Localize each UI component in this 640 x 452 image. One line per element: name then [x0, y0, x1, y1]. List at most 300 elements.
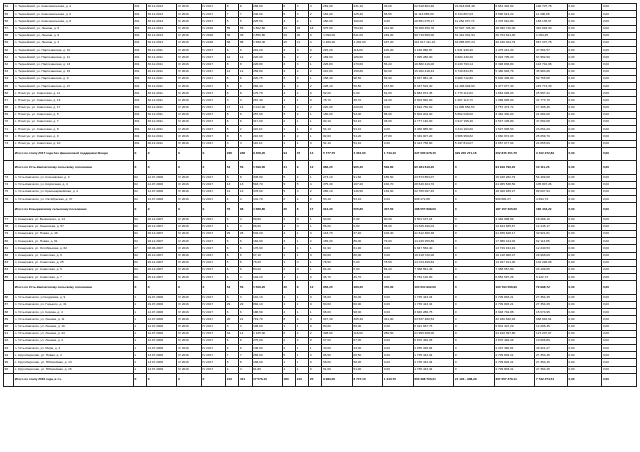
- table-cell: 66,50: [352, 352, 382, 359]
- table-cell: 9 847 566,40: [413, 245, 454, 252]
- table-row: [4, 330, 637, 337]
- table-cell: 54,10: [322, 126, 352, 133]
- table-cell: 29: [239, 301, 252, 308]
- table-cell: 22 618 804,48: [454, 4, 495, 11]
- table-cell: 61,90: [322, 245, 352, 252]
- table-cell: 301: [133, 90, 146, 97]
- table-cell: 24 910 397,80: [494, 330, 535, 337]
- table-cell: 4: [239, 366, 252, 373]
- table-cell: IV 2016: [177, 259, 201, 266]
- table-cell: 30.12.2013: [147, 11, 177, 18]
- table-cell: IV 2017: [201, 330, 225, 337]
- table-cell: 4 586 950,82: [454, 133, 495, 140]
- address-cell: п. Козыревск, ул. Новая, д. 49: [14, 231, 134, 238]
- table-cell: 12.07.2006: [147, 181, 177, 188]
- table-cell: 0,00: [602, 216, 637, 223]
- table-row: [4, 104, 637, 111]
- table-cell: 2: [282, 309, 295, 316]
- table-cell: 39 704 541,00: [494, 32, 535, 39]
- table-cell: 2: [282, 119, 295, 126]
- address-cell: п. Тернейский, ул. Партизанская, д. 13: [14, 61, 134, 68]
- table-cell: 0,00: [602, 352, 637, 359]
- table-row: [4, 39, 637, 46]
- table-cell: 12 296,35: [535, 323, 567, 330]
- table-cell: IV 2016: [177, 352, 201, 359]
- address-cell: п. Усть-Камчатск, ул Кедровая, д. 9: [14, 294, 134, 301]
- table-cell: 5: [282, 174, 295, 181]
- table-cell: IV 2016: [177, 366, 201, 373]
- table-cell: 2: [296, 104, 309, 111]
- table-cell: 80: [4, 238, 14, 245]
- table-cell: 2: [309, 238, 322, 245]
- table-cell: IV 2016: [177, 301, 201, 308]
- table-cell: 82: [4, 252, 14, 259]
- table-cell: 0: [454, 174, 495, 181]
- table-cell: 62: [133, 238, 146, 245]
- table-cell: 480,20: [352, 281, 382, 294]
- table-cell: 16 418 720,00: [413, 252, 454, 259]
- table-cell: 150,80: [352, 68, 382, 75]
- subtotal-row: [4, 203, 637, 216]
- table-cell: 0,00: [602, 337, 637, 344]
- table-cell: 280,10: [322, 188, 352, 195]
- table-cell: X: [133, 373, 146, 386]
- table-cell: 21 065 538,50: [494, 181, 535, 188]
- table-cell: 0,00: [567, 161, 601, 174]
- address-cell: п. Тернейский, ул. Ленина, д. 9: [14, 32, 134, 39]
- table-cell: 327 080 978,15: [413, 147, 454, 160]
- table-cell: IV 2017: [201, 4, 225, 11]
- table-cell: 30.12.2011: [147, 54, 177, 61]
- table-cell: 0,00: [567, 352, 601, 359]
- table-cell: IV 2016: [177, 47, 201, 54]
- table-cell: 4: [239, 196, 252, 203]
- table-cell: 986,20: [322, 161, 352, 174]
- table-cell: 158,40: [322, 75, 352, 82]
- table-cell: 2: [309, 330, 322, 337]
- table-cell: 0: [309, 252, 322, 259]
- table-cell: 491 993,30: [535, 25, 567, 32]
- table-cell: 1: [296, 366, 309, 373]
- table-cell: 2: [282, 345, 295, 352]
- table-cell: IV 2016: [177, 54, 201, 61]
- table-cell: 21: [239, 316, 252, 323]
- table-cell: IV 2017: [201, 83, 225, 90]
- table-cell: 841,00: [352, 32, 382, 39]
- table-cell: 216,60: [252, 133, 282, 140]
- table-cell: 14: [239, 104, 252, 111]
- table-cell: 4: [296, 174, 309, 181]
- address-cell: п. Усть-Камчатск, ул. Ленина, д. 16: [14, 323, 134, 330]
- table-cell: 132 296,08: [535, 259, 567, 266]
- table-cell: 131,70: [252, 196, 282, 203]
- table-cell: 26.12.2007: [147, 223, 177, 230]
- table-cell: 210,80: [322, 68, 352, 75]
- table-cell: 53: [239, 161, 252, 174]
- table-cell: 58,00: [352, 359, 382, 366]
- table-row: [4, 337, 637, 344]
- table-cell: 13: [226, 181, 239, 188]
- table-cell: 12.07.2006: [147, 337, 177, 344]
- table-cell: 5: [239, 259, 252, 266]
- table-cell: 36: [239, 32, 252, 39]
- table-cell: 0,00: [602, 259, 637, 266]
- table-cell: IV 2017: [201, 90, 225, 97]
- table-cell: 6: [239, 309, 252, 316]
- table-cell: IV 2016: [177, 309, 201, 316]
- table-cell: 5: [239, 133, 252, 140]
- table-cell: 13.07.2006: [147, 359, 177, 366]
- address-cell: п. Усть-Камчатск, ул. Мира, д. 4: [14, 345, 134, 352]
- table-cell: 76: [4, 196, 14, 203]
- table-cell: 21 084,00: [535, 111, 567, 118]
- table-cell: 3: [239, 97, 252, 104]
- table-cell: X: [133, 147, 146, 160]
- table-cell: 27 354,45: [535, 301, 567, 308]
- table-cell: 84,20: [252, 266, 282, 273]
- table-cell: 183 135,57: [535, 18, 567, 25]
- table-cell: 407,50: [383, 203, 413, 216]
- table-cell: 3: [226, 97, 239, 104]
- table-cell: 0,00: [602, 181, 637, 188]
- address-cell: п. Усть-Камчатск, ул. Ленина, д. 4: [14, 337, 134, 344]
- table-cell: 4 917 195,40: [454, 119, 495, 126]
- table-cell: 84,20: [322, 266, 352, 273]
- table-cell: 301: [133, 25, 146, 32]
- table-cell: 225,50: [252, 18, 282, 25]
- table-row: [4, 301, 637, 308]
- table-cell: 52,00: [383, 90, 413, 97]
- table-cell: 0: [454, 196, 495, 203]
- table-cell: 5: [239, 18, 252, 25]
- table-cell: 5 784 120,00: [413, 274, 454, 281]
- table-cell: 213: [226, 373, 239, 386]
- table-cell: 83: [4, 259, 14, 266]
- table-cell: IV 2017: [201, 245, 225, 252]
- table-cell: 1: [309, 216, 322, 223]
- table-cell: 67 952,00: [535, 54, 567, 61]
- table-cell: 0: [454, 366, 495, 373]
- table-cell: 4: [282, 83, 295, 90]
- table-cell: 4: [296, 90, 309, 97]
- table-cell: 14 723 499,84: [413, 259, 454, 266]
- table-row: [4, 97, 637, 104]
- address-cell: Итого по Усть-Камчатскому сельскому поселению: [14, 161, 134, 174]
- table-cell: 12: [309, 161, 322, 174]
- table-cell: IV 2016: [177, 345, 201, 352]
- table-cell: 0,00: [602, 366, 637, 373]
- table-cell: 301: [133, 11, 146, 18]
- table-cell: 17: [226, 104, 239, 111]
- table-cell: 5 349 907,20: [413, 133, 454, 140]
- table-row: [4, 126, 637, 133]
- table-cell: 1: [296, 252, 309, 259]
- table-cell: X: [147, 203, 177, 216]
- table-cell: IV 2017: [201, 47, 225, 54]
- table-cell: 0: [309, 366, 322, 373]
- table-cell: 9 990,00: [322, 373, 352, 386]
- table-cell: 51,00: [322, 366, 352, 373]
- table-cell: 1: [282, 97, 295, 104]
- table-cell: 3: [309, 231, 322, 238]
- table-cell: 5: [226, 259, 239, 266]
- table-cell: 1 012,90: [252, 104, 282, 111]
- table-cell: X: [147, 281, 177, 294]
- table-cell: 20.12.2011: [147, 68, 177, 75]
- table-cell: 0,00: [567, 188, 601, 195]
- table-cell: 8: [226, 174, 239, 181]
- address-cell: с. Пластун, ул. Советская, д. 9: [14, 133, 134, 140]
- table-cell: 0,00: [567, 330, 601, 337]
- table-cell: IV 2016: [177, 359, 201, 366]
- table-cell: 21 455 628,17: [494, 231, 535, 238]
- table-cell: 29: [282, 32, 295, 39]
- table-cell: 62: [133, 188, 146, 195]
- table-cell: 1: [133, 352, 146, 359]
- address-cell: п. Козыревск, ул. Советская, д. 25: [14, 259, 134, 266]
- table-cell: 0,00: [602, 68, 637, 75]
- table-cell: 0: [454, 231, 495, 238]
- table-cell: 90,10: [322, 119, 352, 126]
- table-cell: 3 314 163,00: [454, 126, 495, 133]
- table-cell: 5 604 204,00: [413, 111, 454, 118]
- table-row: [4, 238, 637, 245]
- table-cell: 81: [4, 245, 14, 252]
- table-cell: 2: [282, 196, 295, 203]
- table-cell: 62: [133, 174, 146, 181]
- table-cell: 4: [226, 216, 239, 223]
- table-cell: 8 747,10: [352, 373, 382, 386]
- table-cell: 0: [454, 359, 495, 366]
- table-cell: 9 989 712,80: [454, 75, 495, 82]
- table-cell: IV 2017: [201, 252, 225, 259]
- address-cell: п. Козыревск, ул. Новая, д. 61: [14, 238, 134, 245]
- table-cell: 63 885 807,24: [454, 39, 495, 46]
- table-cell: 7: [239, 11, 252, 18]
- table-cell: 08.06.2007: [147, 245, 177, 252]
- table-cell: 1: [282, 126, 295, 133]
- address-cell: Итого по Усть-Камчатскому сельскому поселению: [14, 281, 134, 294]
- table-cell: 190 707,78: [535, 4, 567, 11]
- table-cell: 118,00: [352, 330, 382, 337]
- table-cell: 1 960 974,93: [494, 133, 535, 140]
- table-cell: 0,00: [567, 104, 601, 111]
- table-cell: 4: [282, 61, 295, 68]
- table-cell: 79: [4, 231, 14, 238]
- table-cell: IV 2016: [177, 75, 201, 82]
- table-cell: 0,00: [567, 309, 601, 316]
- table-cell: 30.12.2011: [147, 97, 177, 104]
- table-cell: 12 240,53: [535, 245, 567, 252]
- table-cell: 12.07.2006: [147, 174, 177, 181]
- table-cell: IV 2016: [177, 181, 201, 188]
- table-row: [4, 359, 637, 366]
- table-cell: 0,00: [567, 174, 601, 181]
- table-cell: 116,10: [252, 126, 282, 133]
- table-cell: 1: [309, 245, 322, 252]
- table-cell: 54,10: [352, 126, 382, 133]
- table-cell: 88: [4, 309, 14, 316]
- table-cell: 0,00: [567, 259, 601, 266]
- table-cell: 1: [133, 366, 146, 373]
- table-cell: 12.07.2006: [147, 345, 177, 352]
- table-cell: 0,00: [383, 345, 413, 352]
- table-cell: 719,70: [252, 316, 282, 323]
- table-cell: 1 509,20: [252, 281, 282, 294]
- table-cell: 116,10: [252, 140, 282, 147]
- table-cell: 0: [296, 223, 309, 230]
- table-cell: 8: [239, 4, 252, 11]
- table-cell: 52,00: [322, 90, 352, 97]
- table-cell: 1 489,20: [322, 39, 352, 46]
- table-cell: 68: [239, 203, 252, 216]
- table-cell: IV 2016: [177, 196, 201, 203]
- table-cell: 226,80: [322, 61, 352, 68]
- table-cell: 27 354,45: [535, 366, 567, 373]
- table-cell: 78,70: [322, 97, 352, 104]
- address-cell: п. Тернейский, ул. Партизанская, д. 15: [14, 68, 134, 75]
- table-cell: 1 735 443,34: [413, 301, 454, 308]
- table-cell: 78,50: [322, 259, 352, 266]
- table-cell: 1 090,00: [322, 32, 352, 39]
- table-cell: 86: [4, 294, 14, 301]
- table-cell: 189,60: [352, 54, 382, 61]
- table-cell: 19.07.2006: [147, 294, 177, 301]
- table-cell: 160,00: [322, 18, 352, 25]
- table-cell: IV 2016: [177, 252, 201, 259]
- table-cell: 62: [133, 259, 146, 266]
- table-cell: 67 507 725,39: [454, 25, 495, 32]
- table-cell: 23: [296, 25, 309, 32]
- table-cell: 86,00: [352, 238, 382, 245]
- address-cell: п. Козыревск, ул. Белинского, д. 13: [14, 216, 134, 223]
- table-cell: 0: [454, 245, 495, 252]
- table-cell: 55: [4, 11, 14, 18]
- table-cell: 3 694 750,00: [413, 104, 454, 111]
- table-cell: 7 722 274,51: [535, 373, 567, 386]
- table-cell: 62: [133, 223, 146, 230]
- table-cell: 0,00: [602, 323, 637, 330]
- table-cell: 76,20: [252, 259, 282, 266]
- table-cell: 11 116 885,00: [413, 11, 454, 18]
- table-cell: 91,80: [252, 366, 282, 373]
- table-cell: 104 054 902,00: [413, 281, 454, 294]
- table-cell: 307 657 376,11: [494, 373, 535, 386]
- table-cell: 7 468 551,49: [413, 266, 454, 273]
- table-cell: 79,00: [383, 238, 413, 245]
- table-cell: 3 503 892,00: [413, 97, 454, 104]
- table-cell: 1: [309, 61, 322, 68]
- table-cell: 341,90: [383, 316, 413, 323]
- table-cell: 0,00: [567, 32, 601, 39]
- table-cell: 14 027 101,30: [494, 259, 535, 266]
- table-cell: X: [201, 147, 225, 160]
- table-cell: 0: [309, 359, 322, 366]
- table-cell: 8: [226, 359, 239, 366]
- table-cell: 66,50: [322, 352, 352, 359]
- table-cell: 86,00: [252, 223, 282, 230]
- table-cell: [4, 373, 14, 386]
- table-cell: 180 443,22: [535, 203, 567, 216]
- resettlement-register-table: [3, 3, 637, 387]
- table-cell: 764,90: [352, 25, 382, 32]
- table-cell: 5 777,70: [322, 147, 352, 160]
- table-cell: 57: [4, 25, 14, 32]
- address-cell: п. Тернейский, ул. Партизанская, д. 27: [14, 83, 134, 90]
- table-row: [4, 181, 637, 188]
- table-cell: IV 2017: [201, 216, 225, 223]
- table-cell: 441: [239, 373, 252, 386]
- table-cell: 14: [239, 330, 252, 337]
- table-cell: 0,00: [383, 309, 413, 316]
- table-cell: 1 735 443,34: [413, 366, 454, 373]
- table-cell: 6 321 667,75: [413, 323, 454, 330]
- table-cell: 301: [133, 97, 146, 104]
- table-cell: 301: [133, 75, 146, 82]
- table-cell: IV 2016: [177, 294, 201, 301]
- table-cell: X: [147, 373, 177, 386]
- table-cell: 2: [296, 133, 309, 140]
- table-cell: IV 2016: [177, 90, 201, 97]
- table-cell: 345,80: [252, 174, 282, 181]
- table-cell: 9 884 874,45: [413, 90, 454, 97]
- table-cell: 12: [239, 188, 252, 195]
- table-cell: 103 794 568,90: [494, 281, 535, 294]
- table-cell: 61,90: [352, 245, 382, 252]
- table-cell: 2: [309, 68, 322, 75]
- table-cell: 26.12.2007: [147, 216, 177, 223]
- table-cell: 4: [282, 68, 295, 75]
- table-cell: 2: [296, 196, 309, 203]
- table-cell: 350 398 763,21: [413, 373, 454, 386]
- table-cell: 167,60: [383, 83, 413, 90]
- table-cell: 956,20: [322, 281, 352, 294]
- table-cell: 0,00: [383, 294, 413, 301]
- table-cell: 80,00: [322, 252, 352, 259]
- table-cell: 78,50: [383, 259, 413, 266]
- table-cell: IV 2017: [201, 75, 225, 82]
- table-cell: 26.12.2007: [147, 238, 177, 245]
- table-cell: 55: [226, 25, 239, 32]
- table-cell: 269,00: [322, 4, 352, 11]
- table-cell: 0,00: [352, 223, 382, 230]
- table-cell: 2 057 077,64: [494, 140, 535, 147]
- table-cell: 8: [239, 61, 252, 68]
- table-cell: 9: [309, 32, 322, 39]
- table-cell: 0,00: [567, 25, 601, 32]
- table-cell: X: [147, 161, 177, 174]
- table-cell: 0: [309, 97, 322, 104]
- table-cell: IV 2017: [201, 266, 225, 273]
- table-cell: 8: [239, 90, 252, 97]
- table-cell: 13: [239, 181, 252, 188]
- table-cell: 0,00: [567, 316, 601, 323]
- table-cell: 3: [296, 47, 309, 54]
- table-cell: 12: [239, 54, 252, 61]
- table-cell: 0,00: [567, 68, 601, 75]
- table-cell: 62: [133, 216, 146, 223]
- table-row: [4, 323, 637, 330]
- table-cell: 11 005 652,53: [454, 104, 495, 111]
- table-cell: 62: [133, 252, 146, 259]
- table-cell: 86,00: [383, 111, 413, 118]
- table-cell: 175,70: [252, 90, 282, 97]
- table-cell: [4, 281, 14, 294]
- table-cell: 0: [296, 216, 309, 223]
- table-cell: 329 200 271,18: [454, 147, 495, 160]
- table-cell: 30.12.2011: [147, 90, 177, 97]
- table-cell: 6: [282, 330, 295, 337]
